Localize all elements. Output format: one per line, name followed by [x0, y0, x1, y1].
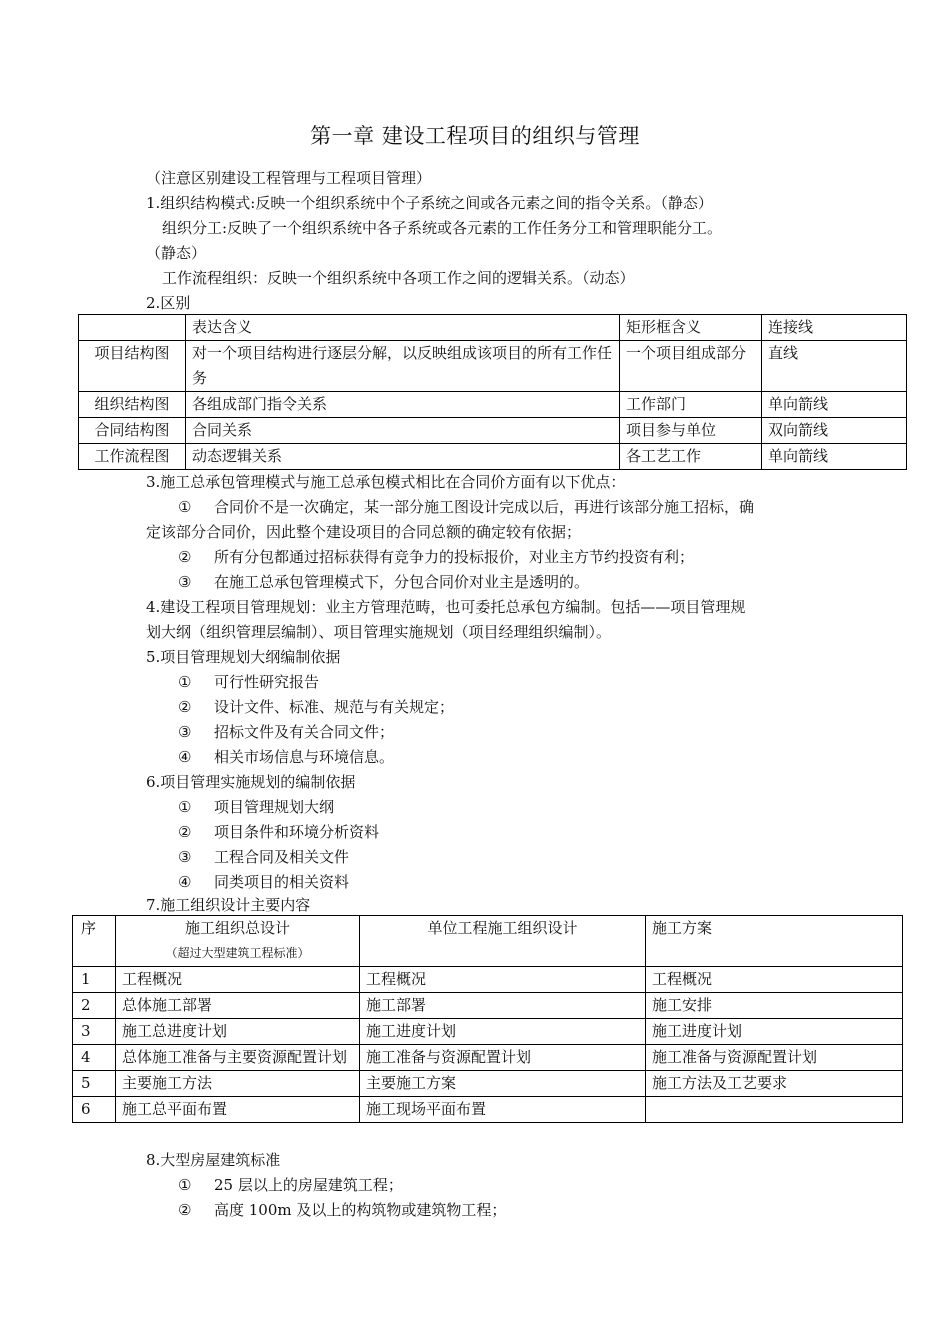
table-cell: 合同结构图 — [79, 418, 186, 444]
list-item: ④ 同类项目的相关资料 — [178, 870, 349, 895]
circled-number: ① — [178, 798, 192, 816]
list-item: ① 可行性研究报告 — [178, 670, 319, 695]
table-header-cell — [79, 315, 186, 341]
table-cell: 施工方法及工艺要求 — [646, 1071, 903, 1097]
section-7-heading: 7.施工组织设计主要内容 — [146, 896, 311, 914]
circled-number: ④ — [178, 748, 192, 766]
circled-number: ③ — [178, 573, 192, 591]
section-1-line: 组织分工:反映了一个组织系统中各子系统或各元素的工作任务分工和管理职能分工。 — [162, 219, 723, 237]
structure-comparison-table — [78, 314, 907, 470]
table-row — [73, 1097, 903, 1123]
table-row — [79, 341, 907, 392]
table-cell: 各工艺工作 — [620, 444, 762, 470]
table-cell: 6 — [73, 1097, 116, 1123]
circled-number: ① — [178, 673, 192, 691]
section-4-line: 划大纲（组织管理层编制）、项目管理实施规划（项目经理组织编制）。 — [146, 623, 612, 641]
list-item: ① 项目管理规划大纲 — [178, 795, 334, 820]
table-row — [73, 1045, 903, 1071]
section-6-heading: 6.项目管理实施规划的编制依据 — [146, 773, 356, 791]
table-cell: 工作部门 — [620, 392, 762, 418]
table-cell: 合同关系 — [186, 418, 620, 444]
list-item-continuation: 定该部分合同价，因此整个建设项目的合同总额的确定较有依据； — [146, 523, 582, 541]
circled-number: ① — [178, 1176, 192, 1194]
table-cell: 单向箭线 — [762, 444, 907, 470]
section-4-line: 4.建设工程项目管理规划：业主方管理范畴，也可委托总承包方编制。包括——项目管理规 — [146, 598, 746, 616]
section-3-heading: 3.施工总承包管理模式与施工总承包模式相比在合同价方面有以下优点： — [146, 473, 626, 491]
table-cell: 单向箭线 — [762, 392, 907, 418]
table-cell — [646, 1097, 903, 1123]
table-cell: 2 — [73, 993, 116, 1019]
table-cell: 工程概况 — [646, 967, 903, 993]
table-row — [79, 392, 907, 418]
construction-design-table — [72, 915, 903, 1123]
table-header-cell: 连接线 — [762, 315, 907, 341]
circled-number: ① — [178, 498, 192, 516]
table-cell: 工程概况 — [360, 967, 646, 993]
table-cell: 施工总平面布置 — [116, 1097, 360, 1123]
table-header-cell: 施工方案 — [646, 916, 903, 967]
table-cell: 组织结构图 — [79, 392, 186, 418]
table-cell: 5 — [73, 1071, 116, 1097]
header-subtitle: （超过大型建筑工程标准） — [165, 946, 310, 960]
table-header-cell: 序 — [73, 916, 116, 967]
circled-number: ② — [178, 548, 192, 566]
table-header-cell: 表达含义 — [186, 315, 620, 341]
list-item: ② 项目条件和环境分析资料 — [178, 820, 379, 845]
list-item: ③ 招标文件及有关合同文件； — [178, 720, 394, 745]
table-cell: 各组成部门指令关系 — [186, 392, 620, 418]
circled-number: ② — [178, 698, 192, 716]
circled-number: ③ — [178, 848, 192, 866]
table-header-cell: 矩形框含义 — [620, 315, 762, 341]
note-text: （注意区别建设工程管理与工程项目管理） — [146, 169, 432, 187]
table-header-row — [79, 315, 907, 341]
table-cell: 总体施工部署 — [116, 993, 360, 1019]
table-cell: 主要施工方案 — [360, 1071, 646, 1097]
section-1-line: （静态） — [146, 244, 207, 262]
table-row — [79, 418, 907, 444]
list-item: ② 设计文件、标准、规范与有关规定； — [178, 695, 454, 720]
section-8-heading: 8.大型房屋建筑标准 — [146, 1151, 281, 1169]
list-item: ① 合同价不是一次确定，某一部分施工图设计完成以后，再进行该部分施工招标，确 — [178, 495, 754, 520]
table-cell: 直线 — [762, 341, 907, 392]
table-row — [73, 1071, 903, 1097]
table-header-row — [73, 916, 903, 967]
table-cell: 施工进度计划 — [646, 1019, 903, 1045]
table-cell: 一个项目组成部分 — [620, 341, 762, 392]
table-cell: 项目参与单位 — [620, 418, 762, 444]
table-row — [73, 1019, 903, 1045]
table-cell: 1 — [73, 967, 116, 993]
list-item: ④ 相关市场信息与环境信息。 — [178, 745, 394, 770]
circled-number: ② — [178, 823, 192, 841]
list-item: ② 所有分包都通过招标获得有竞争力的投标报价，对业主方节约投资有利； — [178, 545, 694, 570]
list-item: ① 25 层以上的房屋建筑工程； — [178, 1173, 403, 1198]
section-2-heading: 2.区别 — [146, 294, 191, 312]
circled-number: ② — [178, 1201, 192, 1219]
list-item: ③ 工程合同及相关文件 — [178, 845, 349, 870]
table-cell: 3 — [73, 1019, 116, 1045]
table-cell: 主要施工方法 — [116, 1071, 360, 1097]
circled-number: ④ — [178, 873, 192, 891]
table-cell: 动态逻辑关系 — [186, 444, 620, 470]
table-cell: 4 — [73, 1045, 116, 1071]
list-item: ③ 在施工总承包管理模式下，分包合同价对业主是透明的。 — [178, 570, 589, 595]
section-1-line: 工作流程组织：反映一个组织系统中各项工作之间的逻辑关系。（动态） — [162, 269, 635, 287]
table-header-cell: 单位工程施工组织设计 — [360, 916, 646, 967]
table-header-cell: 施工组织总设计 （超过大型建筑工程标准） — [116, 916, 360, 967]
section-5-heading: 5.项目管理规划大纲编制依据 — [146, 648, 341, 666]
table-cell: 施工总进度计划 — [116, 1019, 360, 1045]
table-cell: 工作流程图 — [79, 444, 186, 470]
table-cell: 施工部署 — [360, 993, 646, 1019]
table-row — [73, 993, 903, 1019]
section-1-line: 1.组织结构模式:反映一个组织系统中个子系统之间或各元素之间的指令关系。（静态） — [146, 194, 713, 212]
table-cell: 总体施工准备与主要资源配置计划 — [116, 1045, 360, 1071]
table-row — [79, 444, 907, 470]
table-cell: 工程概况 — [116, 967, 360, 993]
table-cell: 施工安排 — [646, 993, 903, 1019]
list-item: ② 高度 100m 及以上的构筑物或建筑物工程； — [178, 1198, 506, 1223]
table-cell: 对一个项目结构进行逐层分解，以反映组成该项目的所有工作任务 — [186, 341, 620, 392]
table-cell: 施工准备与资源配置计划 — [360, 1045, 646, 1071]
table-cell: 项目结构图 — [79, 341, 186, 392]
table-row — [73, 967, 903, 993]
table-cell: 施工进度计划 — [360, 1019, 646, 1045]
table-cell: 双向箭线 — [762, 418, 907, 444]
page-title: 第一章 建设工程项目的组织与管理 — [310, 124, 640, 148]
table-cell: 施工准备与资源配置计划 — [646, 1045, 903, 1071]
table-cell: 施工现场平面布置 — [360, 1097, 646, 1123]
circled-number: ③ — [178, 723, 192, 741]
